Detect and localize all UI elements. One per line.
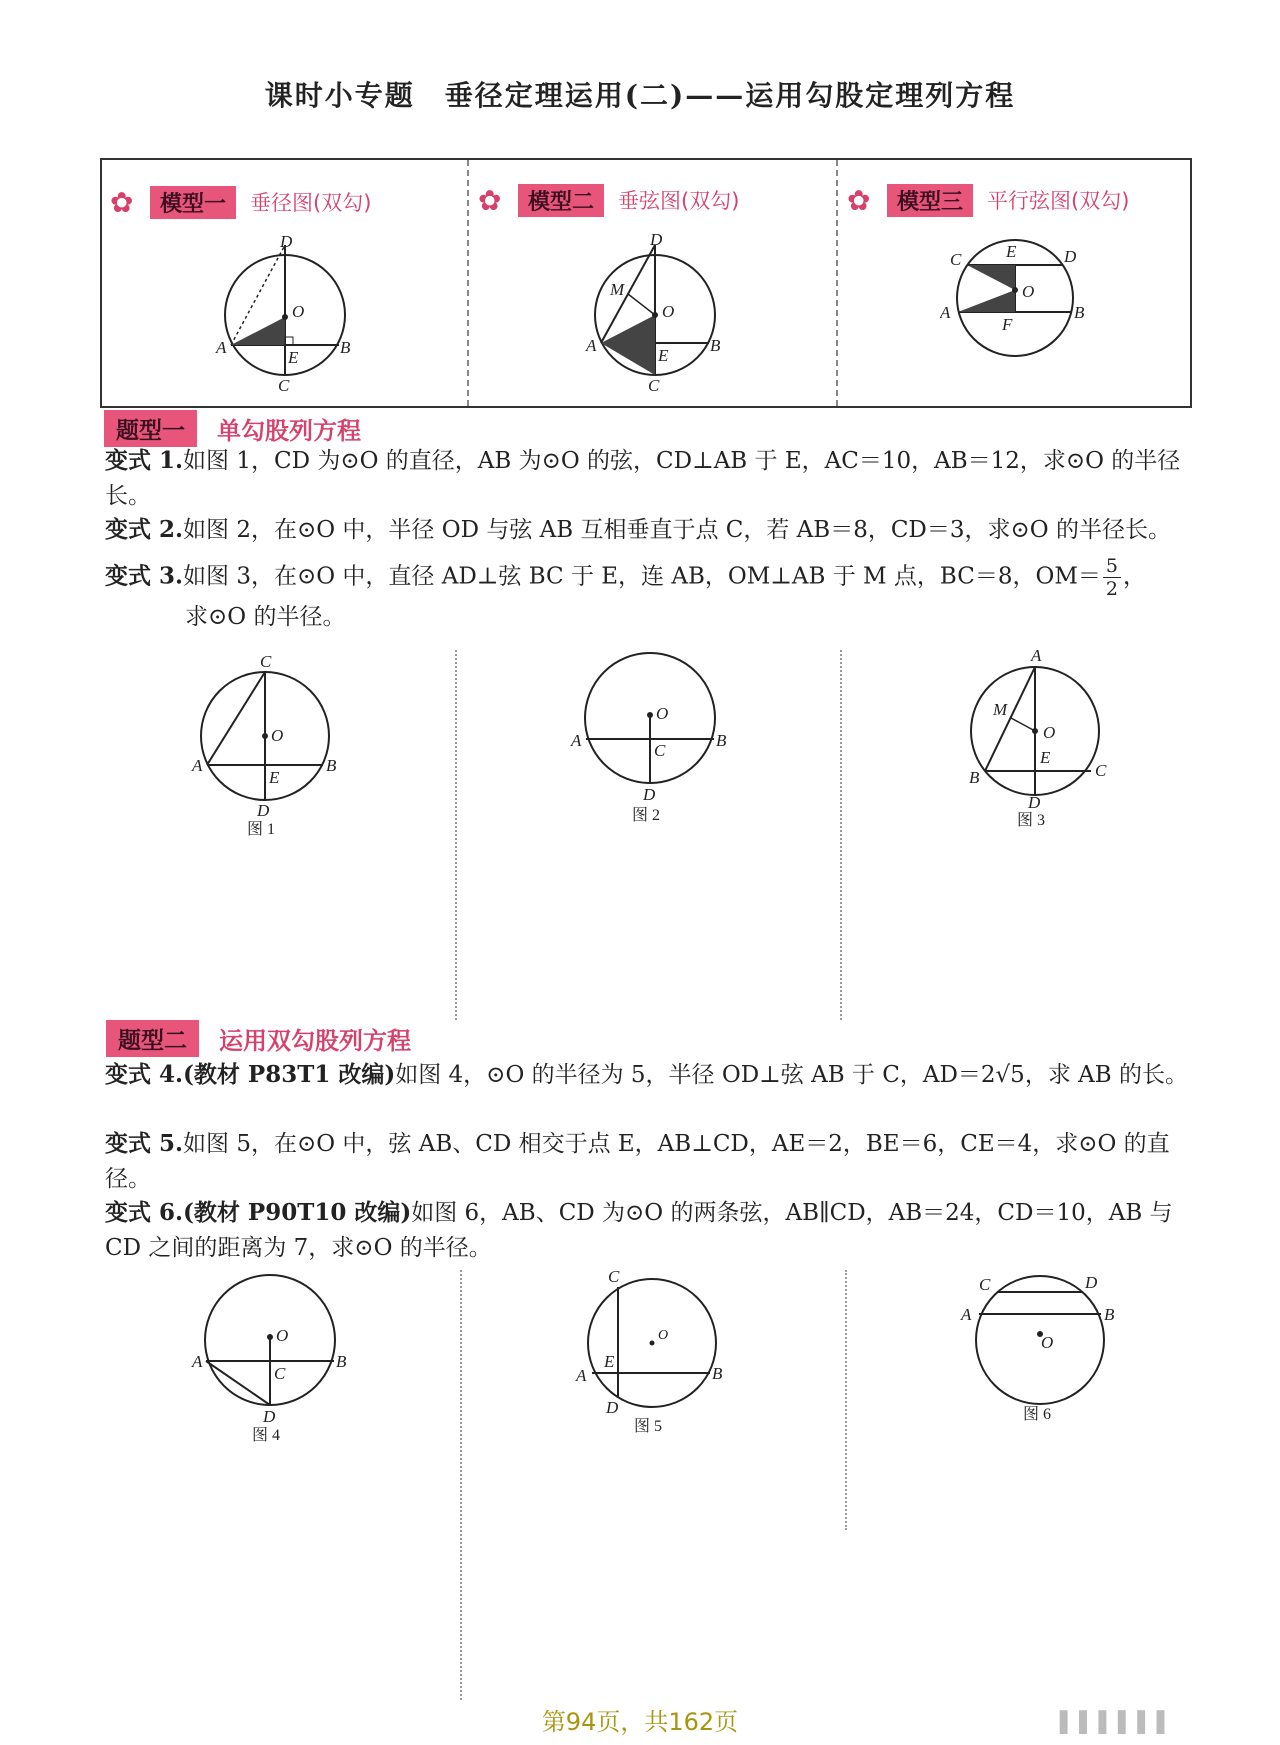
problem-label: 变式 1.: [105, 447, 184, 474]
model-1-header: [110, 185, 371, 219]
problem-5: [105, 1126, 1195, 1197]
model-2-figure: [580, 225, 730, 395]
fig-point-label: C: [1095, 761, 1107, 780]
fig-point-label: C: [654, 741, 666, 760]
fig-point-label: A: [576, 1366, 587, 1385]
problem-label: 变式 6.: [105, 1199, 184, 1226]
figure-6: [955, 1262, 1125, 1432]
fig-point-label: E: [269, 768, 280, 787]
column-divider: [845, 1270, 847, 1530]
fig-point-label: A: [940, 303, 951, 322]
fig-point-label: O: [292, 302, 305, 321]
fig-point-label: A: [961, 1305, 972, 1324]
figure-caption: 图 2: [632, 807, 661, 824]
models-divider: [836, 160, 838, 406]
fig-point-label: E: [288, 348, 299, 367]
problem-label: 变式 2.: [105, 516, 184, 543]
section-1-header: [104, 410, 361, 447]
fig-point-label: M: [610, 280, 625, 299]
fig-point-label: E: [1040, 748, 1051, 767]
figure-caption: 图 3: [1017, 812, 1046, 829]
fig-point-label: E: [604, 1352, 615, 1371]
fig-point-label: D: [257, 801, 270, 820]
column-divider: [455, 650, 457, 1020]
problem-label: 变式 4.: [105, 1061, 184, 1088]
figure-3: [955, 645, 1125, 835]
fig-point-label: C: [278, 376, 290, 395]
fig-point-label: B: [1104, 1305, 1115, 1324]
fraction: [1103, 555, 1121, 600]
fig-point-label: B: [969, 768, 980, 787]
fig-point-label: E: [658, 346, 669, 365]
problem-text: ，: [1122, 563, 1146, 590]
problem-label: 变式 3.: [105, 562, 184, 590]
fig-point-label: A: [586, 336, 597, 355]
flower-icon: ✿: [478, 183, 502, 217]
section-1-tag: 题型一: [104, 410, 197, 447]
fig-point-label: A: [1031, 646, 1042, 665]
problem-text: 如图 3，在⊙O 中，直径 AD⊥弦 BC 于 E，连 AB，OM⊥AB 于 M 点，BC＝8，OM＝: [183, 563, 1101, 590]
problem-source: (教材 P83T1 改编): [183, 1061, 396, 1088]
problem-3: [105, 555, 1195, 635]
page-title: 课时小专题 垂径定理运用(二)——运用勾股定理列方程: [264, 79, 1016, 112]
figure-5: [570, 1265, 740, 1445]
fig-point-label: O: [658, 1328, 669, 1343]
fraction-denominator: 2: [1105, 578, 1118, 600]
section-1-subtitle: 单勾股列方程: [217, 417, 361, 445]
fig-point-label: F: [1002, 315, 1013, 334]
models-divider: [467, 160, 469, 406]
flower-icon: ✿: [110, 185, 134, 219]
figure-4: [190, 1270, 360, 1450]
problem-text: 如图 2，在⊙O 中，半径 OD 与弦 AB 互相垂直于点 C，若 AB＝8，CD＝3，求⊙O 的半径长。: [183, 517, 1171, 543]
figure-caption: 图 1: [247, 821, 276, 838]
fig-point-label: M: [993, 700, 1008, 719]
fig-point-label: B: [712, 1364, 723, 1383]
figure-caption: 图 5: [634, 1418, 663, 1435]
fig-point-label: D: [606, 1398, 619, 1417]
problem-text: 如图 5，在⊙O 中，弦 AB、CD 相交于点 E，AB⊥CD，AE＝2，BE＝6，CE＝4，求⊙O 的直径。: [105, 1131, 1170, 1192]
fig-point-label: C: [648, 376, 660, 395]
figure-2: [570, 648, 740, 828]
problem-source: (教材 P90T10 改编): [183, 1199, 412, 1226]
model-2-header: [478, 183, 739, 217]
fig-point-label: D: [263, 1407, 276, 1426]
fig-point-label: O: [662, 302, 675, 321]
figure-1: [185, 650, 355, 840]
problem-text: 如图 4，⊙O 的半径为 5，半径 OD⊥弦 AB 于 C，AD＝2√5，求 AB 的长。: [395, 1062, 1188, 1088]
fig-point-label: O: [1043, 723, 1056, 742]
column-divider: [460, 1270, 462, 1700]
fig-point-label: B: [336, 1352, 347, 1371]
section-2-tag: 题型二: [106, 1020, 199, 1057]
section-2-header: [106, 1020, 411, 1057]
fig-point-label: D: [1028, 793, 1041, 812]
fig-point-label: D: [643, 785, 656, 804]
figure-caption: 图 4: [252, 1427, 281, 1444]
fig-point-label: D: [1064, 247, 1077, 266]
flower-icon: ✿: [847, 183, 871, 217]
model-1-subtitle: 垂径图(双勾): [250, 191, 372, 215]
fig-point-label: C: [608, 1267, 620, 1286]
fig-point-label: A: [571, 731, 582, 750]
problem-label: 变式 5.: [105, 1130, 184, 1157]
model-1-tag: 模型一: [150, 186, 236, 219]
model-3-figure: [940, 230, 1090, 370]
fig-point-label: D: [650, 230, 663, 249]
model-1-figure: [210, 225, 360, 395]
problem-6: [105, 1195, 1195, 1266]
problem-text: 求⊙O 的半径。: [185, 604, 346, 630]
column-divider: [840, 650, 842, 1020]
problem-text: 如图 6，AB、CD 为⊙O 的两条弦，AB∥CD，AB＝24，CD＝10，AB 与 CD 之间的距离为 7，求⊙O 的半径。: [105, 1200, 1173, 1261]
fig-point-label: O: [271, 726, 284, 745]
problem-2: [105, 512, 1195, 548]
section-2-subtitle: 运用双勾股列方程: [219, 1027, 411, 1055]
model-3-subtitle: 平行弦图(双勾): [987, 189, 1130, 213]
fig-point-label: A: [216, 338, 227, 357]
model-3-tag: 模型三: [887, 184, 973, 217]
fig-point-label: C: [950, 250, 962, 269]
figure-caption: 图 6: [1023, 1406, 1052, 1423]
fig-point-label: B: [340, 338, 351, 357]
problem-4: [105, 1057, 1195, 1093]
problem-text: 如图 1，CD 为⊙O 的直径，AB 为⊙O 的弦，CD⊥AB 于 E，AC＝10，AB＝12，求⊙O 的半径长。: [105, 448, 1181, 509]
model-2-tag: 模型二: [518, 184, 604, 217]
fig-point-label: C: [260, 652, 272, 671]
fig-point-label: B: [710, 336, 721, 355]
fig-point-label: C: [979, 1275, 991, 1294]
fraction-numerator: 5: [1103, 555, 1121, 578]
model-3-header: [847, 183, 1129, 217]
problem-1: [105, 443, 1195, 514]
fig-point-label: B: [716, 731, 727, 750]
fig-point-label: O: [656, 704, 669, 723]
page-number: 第94页，共162页: [541, 1708, 739, 1736]
fig-point-label: D: [1085, 1273, 1098, 1292]
fig-point-label: C: [274, 1364, 286, 1383]
fig-point-label: O: [1041, 1333, 1054, 1352]
fig-point-label: D: [280, 232, 293, 251]
fig-point-label: A: [192, 1352, 203, 1371]
model-2-subtitle: 垂弦图(双勾): [618, 189, 740, 213]
fig-point-label: O: [276, 1326, 289, 1345]
watermark-bars: ▌▌▌▌▌▌: [1060, 1710, 1177, 1734]
fig-point-label: E: [1006, 242, 1017, 261]
fig-point-label: B: [1074, 303, 1085, 322]
fig-point-label: A: [192, 756, 203, 775]
fig-point-label: B: [326, 756, 337, 775]
fig-point-label: O: [1022, 282, 1035, 301]
